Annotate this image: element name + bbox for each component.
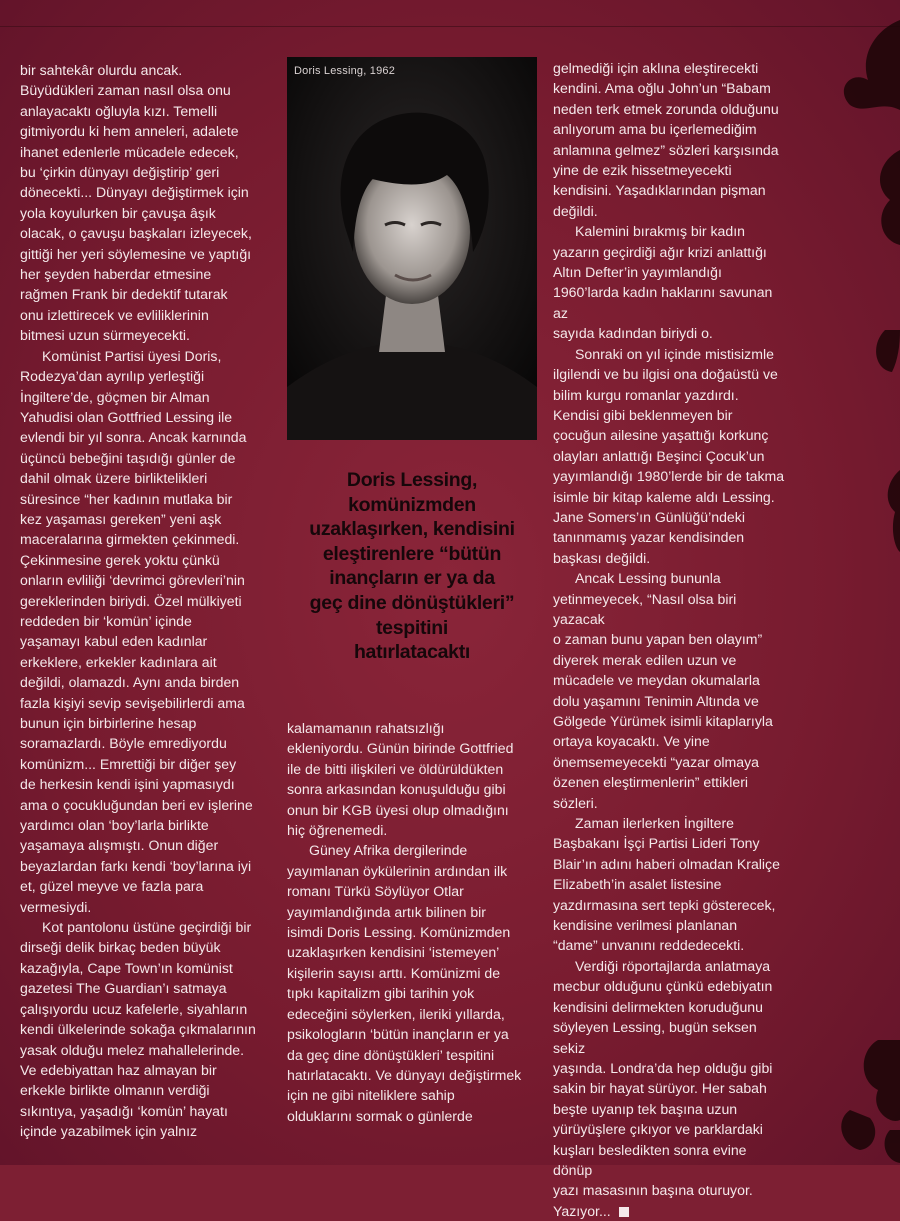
text-line: kalamamanın rahatsızlığı bbox=[287, 720, 445, 736]
text-line: sayıda kadından biriydi o. bbox=[553, 325, 713, 342]
pull-quote-line: uzaklaşırken, kendisini bbox=[309, 518, 515, 541]
text-line: maceralarına girmekten çekinmedi. bbox=[20, 531, 240, 548]
paragraph bbox=[553, 568, 789, 813]
text-line: edeceğini söylerken, ileriki yıllarda, bbox=[287, 1005, 505, 1022]
portrait-image bbox=[287, 57, 537, 440]
text-line: ihanet edenlerle mücadele edecek, bbox=[20, 143, 239, 160]
text-line: de herkesin kendi işini yapmasıydı bbox=[20, 776, 235, 793]
pull-quote-line: eleştirenlere “bütün bbox=[322, 542, 502, 565]
paragraph bbox=[20, 917, 276, 1141]
paragraph bbox=[553, 813, 789, 956]
text-line: kazağıyla, Cape Town’ın komünist bbox=[20, 959, 233, 976]
top-rule bbox=[0, 26, 900, 27]
pull-quote-line: komünizmden bbox=[348, 493, 476, 516]
text-line: bitmesi uzun sürmeyecekti. bbox=[20, 327, 190, 344]
text-line: olayları anlattığı Beşinci Çocuk’un bbox=[553, 447, 765, 464]
text-line: içinde yazabilmek için yalnız bbox=[20, 1123, 198, 1140]
text-line: Verdiği röportajlarda anlatmaya bbox=[575, 957, 771, 974]
text-line: hiç öğrenemedi. bbox=[287, 822, 388, 839]
text-line: beyazlardan farkı kendi ‘boy’larına iyi bbox=[20, 857, 252, 874]
text-line: psikologların ‘bütün inançların er ya bbox=[287, 1026, 509, 1043]
text-line: fazla kişiyi sevip sevişebilirlerdi ama bbox=[20, 694, 245, 711]
text-line: gelmediği için aklına eleştirecekti bbox=[553, 60, 759, 76]
text-line: hatırlatacaktı. Ve dünyayı değiştirmek bbox=[287, 1066, 522, 1083]
text-line: beşte uyanıp tek başına uzun bbox=[553, 1100, 738, 1117]
paragraph bbox=[553, 956, 789, 1221]
text-line: uzaklaşırken kendisini ‘istemeyen’ bbox=[287, 944, 500, 961]
text-line: Altın Defter’in yayımlandığı bbox=[553, 264, 722, 281]
text-line: 1960’larda kadın haklarını savunan az bbox=[553, 284, 773, 321]
column-1 bbox=[20, 60, 276, 1142]
text-line: onu izlettirecek ve evliliklerinin bbox=[20, 306, 209, 323]
floral-decoration bbox=[780, 0, 900, 1165]
paragraph bbox=[553, 58, 789, 221]
text-line: bilim kurgu romanlar yazdırdı. bbox=[553, 386, 739, 403]
text-line: romanı Türkü Söylüyor Otlar bbox=[287, 883, 464, 900]
text-line: gitmiyordu ki hem anneleri, adalete bbox=[20, 123, 239, 140]
text-line: Güney Afrika dergilerinde bbox=[309, 842, 468, 859]
text-line: kendisine verilmesi planlanan bbox=[553, 917, 738, 934]
text-line: kendisini. Yaşadıklarından pişman bbox=[553, 182, 766, 199]
text-line: değildi. bbox=[553, 202, 598, 219]
text-line: her şeyden haberdar etmesine bbox=[20, 266, 212, 283]
text-line: değildi, olamazdı. Aynı anda birden bbox=[20, 674, 240, 691]
text-line: kendi ülkelerinde sokağa çıkmalarının bbox=[20, 1021, 256, 1038]
text-line: İngiltere’de, göçmen bir Alman bbox=[20, 388, 210, 405]
text-line: dolu yaşamını Tenimin Altında ve bbox=[553, 692, 759, 709]
text-line: yasak olduğu melez mahallelerinde. bbox=[20, 1041, 245, 1058]
text-line: Ancak Lessing bununla bbox=[575, 570, 721, 587]
text-line: onun bir KGB üyesi olup olmadığını bbox=[287, 801, 509, 818]
text-line: ama o çocukluğundan beri ev işlerine bbox=[20, 796, 253, 813]
text-line: Yazıyor... bbox=[553, 1202, 611, 1219]
text-line: Sonraki on yıl içinde mistisizmle bbox=[575, 345, 774, 362]
text-line: yaşında. Londra’da hep olduğu gibi bbox=[553, 1059, 773, 1076]
text-line: kendini. Ama oğlu John’un “Babam bbox=[553, 80, 771, 97]
text-line: diyerek merak edilen uzun ve bbox=[553, 651, 737, 668]
text-line: Yahudisi olan Gottfried Lessing ile bbox=[20, 408, 233, 425]
text-line: tıpkı kapitalizm gibi tarihin yok bbox=[287, 985, 475, 1002]
text-line: yazarın geçirdiği ağır krizi anlattığı bbox=[553, 243, 767, 260]
text-line: çalışıyordu ucuz kafelerle, siyahların bbox=[20, 1000, 248, 1017]
text-line: yetinmeyecek, “Nasıl olsa biri yazacak bbox=[553, 590, 737, 627]
text-line: için ne gibi niteliklere sahip bbox=[287, 1087, 455, 1104]
column-2 bbox=[287, 718, 537, 1126]
text-line: erkekle birlikte olmanın verdiği bbox=[20, 1082, 210, 1099]
text-line: yardımcı olan ‘boy’larla birlikte bbox=[20, 817, 209, 834]
text-line: vermesiydi. bbox=[20, 898, 92, 915]
text-line: kez yaşaması gereken” yeni aşk bbox=[20, 510, 222, 527]
text-line: yazdırmasına sert tepki gösterecek, bbox=[553, 896, 776, 913]
text-line: onların evliliği ‘devrimci görevleri’nin bbox=[20, 572, 245, 589]
author-photo bbox=[287, 57, 537, 440]
text-line: erkeklere, erkekler kadınlara ait bbox=[20, 653, 217, 670]
text-line: Kalemini bırakmış bir kadın bbox=[575, 223, 745, 240]
text-line: sözleri. bbox=[553, 794, 598, 811]
text-line: Kot pantolonu üstüne geçirdiği bir bbox=[42, 919, 252, 936]
text-line: tanınmamış yazar kendisinden bbox=[553, 529, 745, 546]
pull-quote-line: hatırlatacaktı bbox=[353, 641, 471, 664]
text-line: Jane Somers’ın Günlüğü’ndeki bbox=[553, 508, 745, 525]
text-line: soramazlardı. Böyle emrediyordu bbox=[20, 735, 227, 752]
text-line: isimle bir kitap kaleme aldı Lessing. bbox=[553, 488, 775, 505]
text-line: da geç dine dönüştükleri’ tespitini bbox=[287, 1046, 495, 1063]
text-line: o zaman bunu yapan ben olayım” bbox=[553, 631, 763, 648]
text-line: ilgilendi ve bu ilgisi ona doğaüstü ve bbox=[553, 366, 778, 383]
text-line: yayımlandığı 1980’lerde bir de takma bbox=[553, 468, 785, 485]
text-line: Kendisi gibi beklenmeyen bir bbox=[553, 406, 733, 423]
text-line: gereklerinden biriydi. Özel mülkiyeti bbox=[20, 592, 242, 609]
paragraph bbox=[287, 840, 537, 1126]
text-line: isimdi Doris Lessing. Komünizmden bbox=[287, 924, 511, 941]
text-line: rağmen Frank bir dedektif tutarak bbox=[20, 286, 228, 303]
text-line: Komünist Partisi üyesi Doris, bbox=[42, 347, 222, 364]
text-line: özenen eleştirmenlerin” ettikleri bbox=[553, 774, 749, 791]
text-line: mecbur olduğunu çünkü edebiyatın bbox=[553, 978, 773, 995]
pull-quote-line: inançların er ya da bbox=[329, 567, 495, 590]
text-line: “dame” unvanını reddedecekti. bbox=[553, 937, 745, 954]
text-line: Başbakanı İşçi Partisi Lideri Tony bbox=[553, 835, 760, 852]
paragraph bbox=[20, 346, 276, 917]
text-line: çocuğun ailesine yaşattığı korkunç bbox=[553, 427, 769, 444]
text-line: bir sahtekâr olurdu ancak. bbox=[20, 62, 183, 78]
text-line: ile de bitti ilişkileri ve öldürüldükten bbox=[287, 760, 504, 777]
text-line: ekleniyordu. Günün birinde Gottfried bbox=[287, 740, 514, 757]
text-line: kuşları besledikten sonra evine dönüp bbox=[553, 1141, 747, 1178]
text-line: yürüyüşlere çıkıyor ve parklardaki bbox=[553, 1121, 763, 1138]
text-line: söyleyen Lessing, bugün seksen sekiz bbox=[553, 1019, 757, 1056]
paragraph bbox=[287, 718, 537, 840]
text-line: reddeden bir ‘komün’ içinde bbox=[20, 612, 192, 629]
text-line: neden terk etmek zorunda olduğunu bbox=[553, 100, 779, 117]
text-line: anlayacaktı oğluyla kızı. Temelli bbox=[20, 102, 218, 119]
pull-quote bbox=[287, 468, 537, 665]
text-line: dahil olmak üzere birliktelikleri bbox=[20, 470, 208, 487]
text-line: yaşamayı kabul eden kadınlar bbox=[20, 633, 208, 650]
paragraph bbox=[20, 60, 276, 346]
text-line: yola koyulurken bir çavuşa âşık bbox=[20, 204, 216, 221]
end-mark-icon bbox=[619, 1207, 629, 1217]
text-line: yazı masasının başına oturuyor. bbox=[553, 1182, 753, 1199]
text-line: mücadele ve meydan okumalarla bbox=[553, 672, 760, 689]
photo-caption: Doris Lessing, 1962 bbox=[294, 65, 396, 77]
pull-quote-line: tespitini bbox=[375, 616, 449, 639]
text-line: bunun için birbirlerine hesap bbox=[20, 715, 197, 731]
text-line: sonra arkasından konuşulduğu gibi bbox=[287, 781, 506, 798]
text-line: Blair’ın adını haberi olmadan Kraliçe bbox=[553, 855, 780, 872]
text-line: yayımlandığında artık bilinen bir bbox=[287, 903, 486, 920]
text-line: olacak, o çavuşu başkaları izleyecek, bbox=[20, 225, 252, 242]
text-line: dönecekti... Dünyayı değiştirmek için bbox=[20, 184, 249, 201]
text-line: Çekinmesine gerek yoktu çünkü bbox=[20, 551, 220, 568]
text-line: kendisini delirmekten koruduğunu bbox=[553, 998, 763, 1015]
column-3 bbox=[553, 58, 789, 1221]
text-line: başkası değildi. bbox=[553, 549, 651, 566]
text-line: Zaman ilerlerken İngiltere bbox=[575, 815, 735, 832]
text-line: Elizabeth’in asalet listesine bbox=[553, 876, 722, 893]
text-line: gittiği her yeri söylemesine ve yaptığı bbox=[20, 245, 252, 262]
text-line: üçüncü bebeğini taşıdığı günler de bbox=[20, 449, 236, 466]
text-line: yayımlanan öykülerinin ardından ilk bbox=[287, 862, 508, 879]
text-line: sıkıntıya, yaşadığı ‘komün’ hayatı bbox=[20, 1102, 228, 1119]
text-line: kişilerin sayısı arttı. Komünizmi de bbox=[287, 964, 501, 981]
text-line: yaşamaya alışmıştı. Onun diğer bbox=[20, 837, 219, 854]
text-line: Ve edebiyattan haz almayan bir bbox=[20, 1061, 217, 1078]
text-line: Büyüdükleri zaman nasıl olsa onu bbox=[20, 82, 231, 99]
paragraph bbox=[553, 344, 789, 568]
text-line: et, güzel meyve ve fazla para bbox=[20, 878, 204, 895]
text-line: Rodezya’dan ayrılıp yerleştiği bbox=[20, 368, 205, 385]
pull-quote-line: geç dine dönüştükleri” bbox=[309, 591, 515, 614]
text-line: olduklarını sormak o günlerde bbox=[287, 1107, 473, 1124]
text-line: dirseği delik birkaç beden büyük bbox=[20, 939, 221, 956]
text-line: sakin bir hayat sürüyor. Her sabah bbox=[553, 1080, 767, 1097]
text-line: süresince “her kadının mutlaka bir bbox=[20, 490, 233, 507]
text-line: anlamına gelmez” sözleri karşısında bbox=[553, 141, 779, 158]
text-line: anlıyorum ama bu içerlemediğim bbox=[553, 121, 757, 138]
pull-quote-line: Doris Lessing, bbox=[346, 469, 478, 491]
text-line: yine de ezik hissetmeyecekti bbox=[553, 162, 732, 179]
text-line: ortaya koyacaktı. Ve yine bbox=[553, 733, 710, 750]
text-line: evlendi bir yıl sonra. Ancak karnında bbox=[20, 429, 247, 446]
text-line: komünizm... Emrettiği bir diğer şey bbox=[20, 755, 237, 772]
text-line: Gölgede Yürümek isimli kitaplarıyla bbox=[553, 713, 773, 729]
text-line: bu ‘çirkin dünyayı değiştirip’ geri bbox=[20, 164, 220, 181]
text-line: gazetesi The Guardian’ı satmaya bbox=[20, 980, 227, 997]
paragraph bbox=[553, 221, 789, 343]
text-line: önemsemeyecekti “yazar olmaya bbox=[553, 753, 760, 770]
